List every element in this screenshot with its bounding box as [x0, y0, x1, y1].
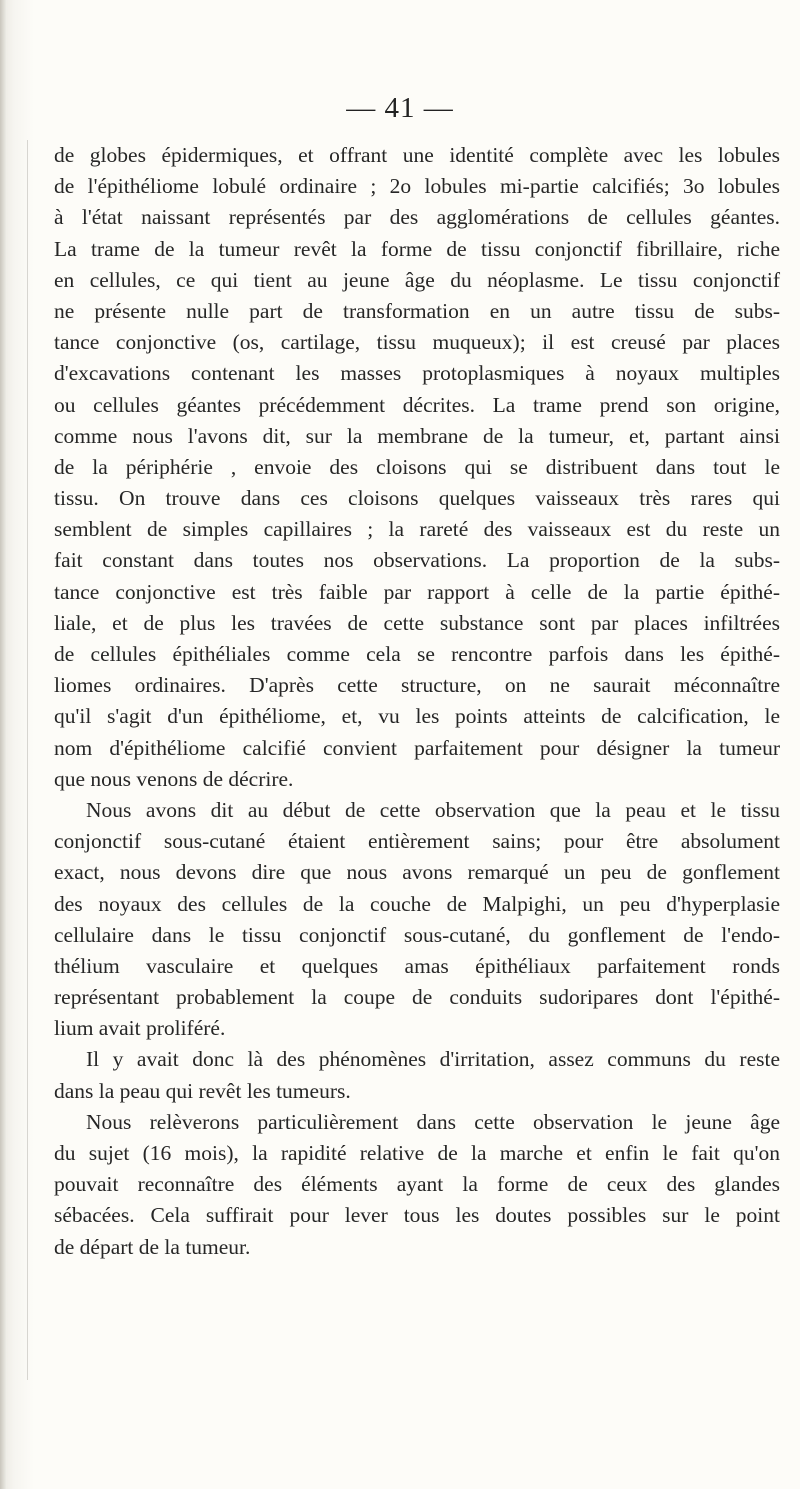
text-line: de cellules épithéliales comme cela se rencontre parfois dans les épithé-	[54, 642, 780, 666]
page-binding-edge	[0, 0, 6, 1489]
text-line: de l'épithéliome lobulé ordinaire ; 2o lobules mi-partie calcifiés; 3o lobules	[54, 174, 780, 199]
text-line: conjonctif sous-cutané étaient entièrement sains; pour être absolument	[54, 829, 780, 854]
text-line: ou cellules géantes précédemment décrites. La trame prend son origine,	[54, 392, 780, 417]
text-line: de globes épidermiques, et offrant une identité complète avec les lobules	[54, 143, 780, 167]
text-line: Nous relèverons particulièrement dans cette observation le jeune âge	[86, 1109, 780, 1134]
text-line: représentant probablement la coupe de conduits sudoripares dont l'épithé-	[54, 985, 780, 1010]
text-line: tance conjonctive (os, cartilage, tissu muqueux); il est creusé par places	[54, 330, 780, 355]
text-line: ne présente nulle part de transformation en un autre tissu de subs-	[54, 298, 780, 323]
text-line: de la périphérie , envoie des cloisons qui se distribuent dans tout le	[54, 454, 780, 479]
text-line: Il y avait donc là des phénomènes d'irritation, assez communs du reste	[86, 1047, 780, 1072]
text-line: semblent de simples capillaires ; la rareté des vaisseaux est du reste un	[54, 517, 780, 542]
body-text	[54, 140, 780, 1263]
text-line: tissu. On trouve dans ces cloisons quelques vaisseaux très rares qui	[54, 486, 780, 511]
text-line: pouvait reconnaître des éléments ayant la forme de ceux des glandes	[54, 1172, 780, 1197]
text-line: lium avait proliféré.	[54, 1016, 226, 1041]
text-line: des noyaux des cellules de la couche de Malpighi, un peu d'hyperplasie	[54, 891, 780, 916]
margin-rule	[27, 140, 28, 1380]
text-line: cellulaire dans le tissu conjonctif sous-cutané, du gonflement de l'endo-	[54, 922, 780, 947]
text-line: d'excavations contenant les masses protoplasmiques à noyaux multiples	[54, 361, 780, 386]
text-line: nom d'épithéliome calcifié convient parfaitement pour désigner la tumeur	[54, 735, 780, 760]
page-number: — 41 —	[346, 92, 454, 124]
text-line: sébacées. Cela suffirait pour lever tous les doutes possibles sur le point	[54, 1203, 780, 1228]
text-line: du sujet (16 mois), la rapidité relative de la marche et enfin le fait qu'on	[54, 1141, 780, 1165]
text-line: comme nous l'avons dit, sur la membrane de la tumeur, et, partant ainsi	[54, 423, 780, 448]
text-line: que nous venons de décrire.	[54, 766, 294, 791]
text-line: liale, et de plus les travées de cette substance sont par places infiltrées	[54, 610, 780, 635]
text-line: liomes ordinaires. D'après cette structure, on ne saurait méconnaître	[54, 673, 780, 698]
text-line: en cellules, ce qui tient au jeune âge du néoplasme. Le tissu conjonctif	[54, 267, 780, 292]
text-line: à l'état naissant représentés par des agglomérations de cellules géantes.	[54, 205, 780, 230]
text-line: qu'il s'agit d'un épithéliome, et, vu les points atteints de calcification, le	[54, 704, 780, 729]
text-line: tance conjonctive est très faible par rapport à celle de la partie épithé-	[54, 579, 780, 604]
text-line: thélium vasculaire et quelques amas épithéliaux parfaitement ronds	[54, 953, 780, 978]
text-line: dans la peau qui revêt les tumeurs.	[54, 1078, 351, 1103]
text-line: fait constant dans toutes nos observations. La proportion de la subs-	[54, 548, 780, 573]
text-line: Nous avons dit au début de cette observation que la peau et le tissu	[86, 797, 780, 822]
text-line: de départ de la tumeur.	[54, 1234, 251, 1259]
text-line: La trame de la tumeur revêt la forme de tissu conjonctif fibrillaire, riche	[54, 236, 780, 261]
text-line: exact, nous devons dire que nous avons remarqué un peu de gonflement	[54, 860, 780, 885]
